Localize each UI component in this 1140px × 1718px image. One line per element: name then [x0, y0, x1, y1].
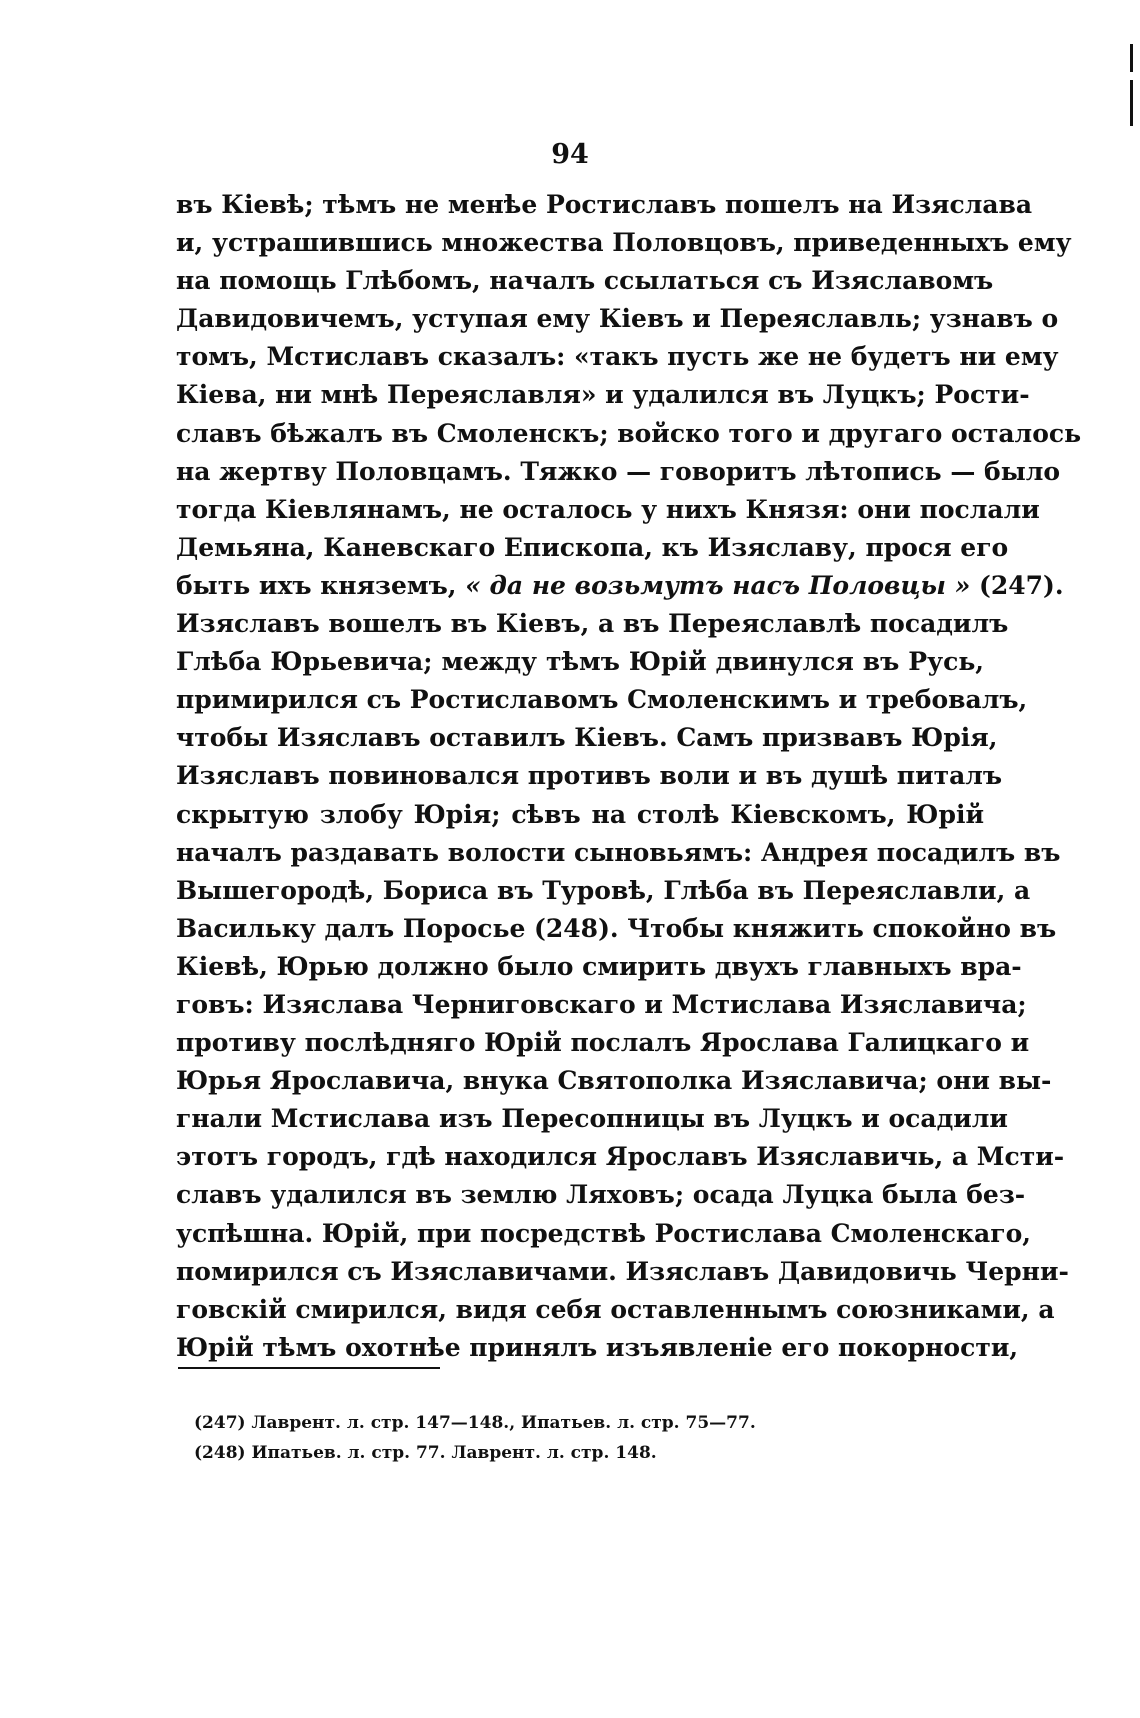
scan-edge-mark	[1130, 80, 1133, 126]
text-line: томъ, Мстиславъ сказалъ: «такъ пусть же не будетъ ни ему	[176, 342, 1059, 372]
text-line: Кіева, ни мнѣ Переяславля» и удалился въ Луцкъ; Рости-	[176, 380, 1030, 410]
text-line: скрытую злобу Юрія; сѣвъ на столѣ Кіевскомъ, Юрій	[176, 799, 984, 829]
text-line: чтобы Изяславъ оставилъ Кіевъ. Самъ призвавъ Юрія,	[176, 723, 998, 753]
text-line: славъ бѣжалъ въ Смоленскъ; войско того и другаго осталось	[176, 418, 1082, 448]
text-line: гнали Мстислава изъ Пересопницы въ Луцкъ и осадили	[176, 1104, 1008, 1134]
text-line: противу послѣдняго Юрій послалъ Ярослава Галицкаго и	[176, 1028, 1030, 1058]
text-line: Юрья Ярославича, внука Святополка Изяславича; они вы-	[176, 1066, 1052, 1096]
body-text	[176, 186, 1082, 1367]
text-line: Васильку далъ Поросье (248). Чтобы княжить спокойно въ	[176, 913, 1057, 943]
text-line: Глѣба Юрьевича; между тѣмъ Юрій двинулся въ Русь,	[176, 647, 984, 677]
scan-edge-mark	[1130, 44, 1133, 72]
text-line: Кіевѣ, Юрью должно было смирить двухъ главныхъ вра-	[176, 951, 1022, 981]
text-line: на помощь Глѣбомъ, началъ ссылаться съ Изяславомъ	[176, 266, 994, 296]
text-line: говскій смирился, видя себя оставленнымъ союзниками, а	[176, 1294, 1055, 1324]
text-line: Изяславъ повиновался противъ воли и въ душѣ питалъ	[176, 761, 1003, 791]
footnote: (248) Ипатьев. л. стр. 77. Лаврент. л. стр. 148.	[194, 1443, 657, 1463]
text-line: этотъ городъ, гдѣ находился Ярославъ Изяславичь, а Мсти-	[176, 1142, 1065, 1172]
text-line: успѣшна. Юрій, при посредствѣ Ростислава Смоленскаго,	[176, 1218, 1031, 1248]
footnotes	[194, 1408, 954, 1468]
text-line: началъ раздавать волости сыновьямъ: Андрея посадилъ въ	[176, 837, 1061, 867]
italic-quote: « да не возьмутъ насъ Половцы »	[465, 570, 971, 600]
text-line: помирился съ Изяславичами. Изяславъ Давидовичь Черни-	[176, 1256, 1069, 1286]
text-line: Вышегородѣ, Бориса въ Туровѣ, Глѣба въ Переяславли, а	[176, 875, 1031, 905]
text-line: и, устрашившись множества Половцовъ, приведенныхъ ему	[176, 228, 1072, 258]
text-line: Изяславъ вошелъ въ Кіевъ, а въ Переяславлѣ посадилъ	[176, 609, 1009, 639]
text-line: быть ихъ княземъ, « да не возьмутъ насъ Половцы » (247).	[176, 570, 1064, 600]
footnote: (247) Лаврент. л. стр. 147—148., Ипатьев. л. стр. 75—77.	[194, 1413, 756, 1433]
text-line: тогда Кіевлянамъ, не осталось у нихъ Князя: они послали	[176, 494, 1040, 524]
text-line: Давидовичемъ, уступая ему Кіевъ и Переяславль; узнавъ о	[176, 304, 1059, 334]
text-line: примирился съ Ростиславомъ Смоленскимъ и требовалъ,	[176, 685, 1028, 715]
footnote-divider	[178, 1367, 440, 1369]
page-number: 94	[551, 139, 589, 170]
text-line: славъ удалился въ землю Ляховъ; осада Луцка была без-	[176, 1180, 1026, 1210]
text-line: Демьяна, Каневскаго Епископа, къ Изяславу, прося его	[176, 532, 1009, 562]
text-line: говъ: Изяслава Черниговскаго и Мстислава Изяславича;	[176, 989, 1027, 1019]
text-line: на жертву Половцамъ. Тяжко — говоритъ лѣтопись — было	[176, 456, 1061, 486]
text-line: Юрій тѣмъ охотнѣе принялъ изъявленіе его покорности,	[176, 1332, 1019, 1362]
text-line: въ Кіевѣ; тѣмъ не менѣе Ростиславъ пошелъ на Изяслава	[176, 190, 1033, 219]
